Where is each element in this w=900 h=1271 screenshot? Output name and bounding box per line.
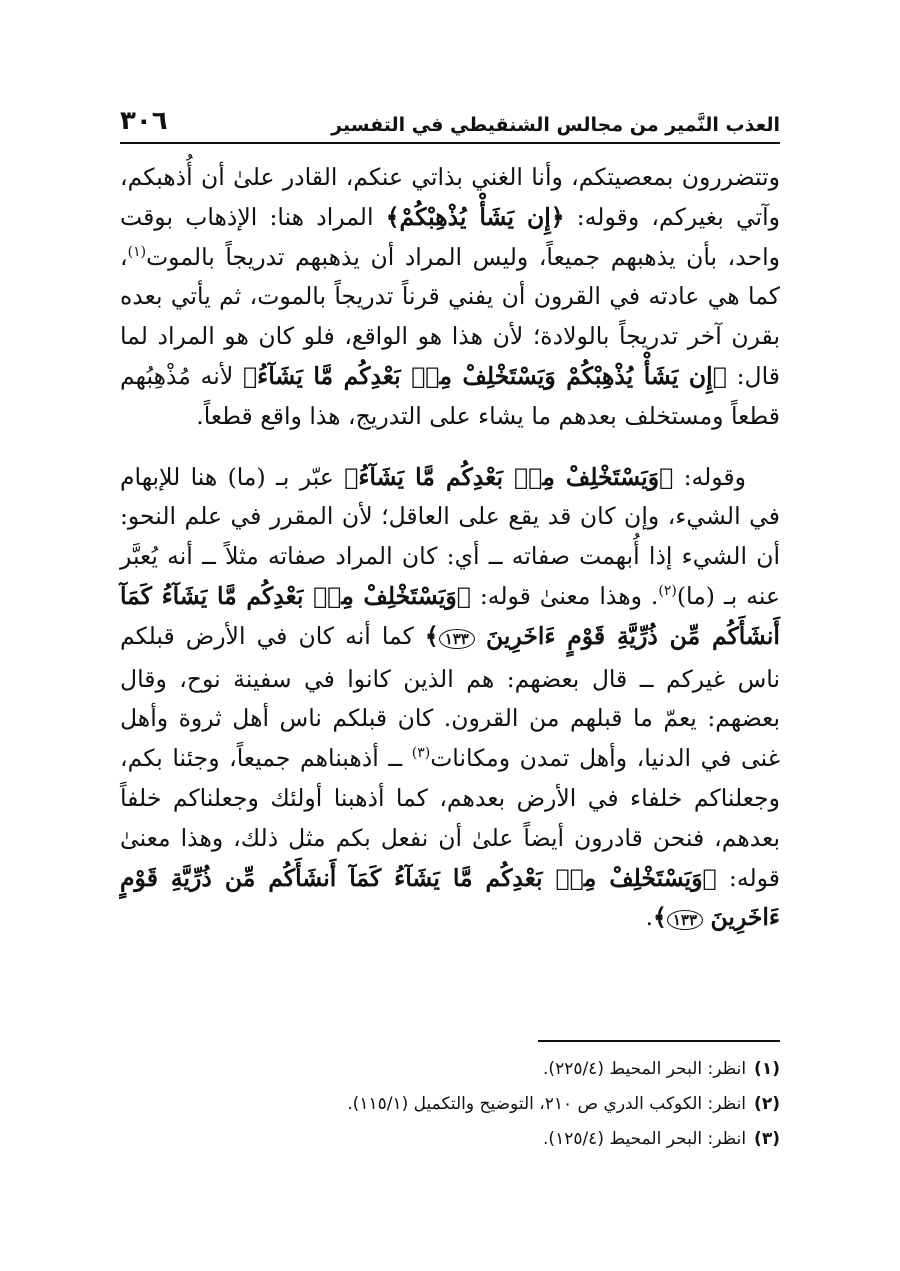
- quran-quote: وَيَسْتَخْلِفْ مِنۢ بَعْدِكُم مَّا يَشَآءُ كَمَآ أَنشَأَكُم مِّن ذُرِّيَّةِ قَوْمٍ ءَاخَرِينَ: [120, 863, 780, 932]
- ayah-number-marker: ١٣٣: [439, 629, 475, 649]
- text-segment: عبّر بـ (ما) هنا للإبهام في الشيء، وإن كان قد يقع على العاقل؛ لأن المقرر في علم النحو: أن الشيء إذا أُبهمت صفاته ــ أي: كان المراد صفاته مثلاً ــ أنه يُعبَّر عنه بـ (ما): [120, 462, 780, 610]
- footnote-item: [120, 1122, 780, 1157]
- footnote-text: انظر: البحر المحيط (٢٢٥/٤).: [543, 1059, 747, 1079]
- running-header: [120, 96, 780, 144]
- paragraph-2: [120, 458, 780, 942]
- paragraph-1: [120, 158, 780, 437]
- quran-bracket-close: ﴾: [243, 361, 258, 390]
- text-segment: المراد هنا: الإذهاب بوقت واحد، بأن يذهبهم جميعاً، وليس المراد أن يذهبهم تدريجاً بالموت: [120, 202, 780, 271]
- footnote-number: (٣): [754, 1129, 780, 1149]
- footnote-ref-2: (٢): [658, 583, 677, 600]
- text-segment: وقوله:: [683, 462, 746, 491]
- quran-bracket-open: ﴿: [550, 202, 565, 231]
- footnote-text: انظر: الكوكب الدري ص ٢١٠، التوضيح والتكميل (١١٥/١).: [347, 1094, 747, 1114]
- quran-bracket-close: ﴾: [344, 462, 359, 491]
- quran-quote: وَيَسْتَخْلِفْ مِنۢ بَعْدِكُم مَّا يَشَآءُ: [358, 462, 660, 491]
- quran-bracket-open: ﴿: [702, 863, 717, 892]
- footnote-ref-1: (١): [127, 243, 147, 260]
- quran-quote: إِن يَشَأْ يُذْهِبْكُمْ: [399, 202, 551, 231]
- footnote-number: (٢): [754, 1094, 780, 1114]
- text-segment: ، كما هي عادته في القرون أن يفني قرناً تدريجاً بالموت، ثم يأتي بعده بقرن آخر تدريجاً بالولادة؛ لأن هذا هو الواقع، فلو كان هو المراد لما قال:: [120, 242, 781, 390]
- quran-bracket-close: ﴾: [385, 202, 400, 231]
- quran-bracket-close: ﴾: [653, 903, 667, 932]
- footnote-ref-3: (٣): [411, 745, 431, 762]
- text-segment: لأنه مُذْهِبُهم قطعاً ومستخلف بعدهم ما يشاء على التدريج، هذا واقع قطعاً.: [120, 361, 780, 430]
- quran-quote: وَيَسْتَخْلِفْ مِنۢ بَعْدِكُم مَّا يَشَآءُ كَمَآ أَنشَأَكُم مِّن ذُرِّيَّةِ قَوْمٍ ءَاخَرِينَ: [120, 581, 780, 650]
- quran-bracket-open: ﴿: [659, 462, 674, 491]
- footnote-item: [120, 1087, 780, 1122]
- footnote-text: انظر: البحر المحيط (١٢٥/٤).: [543, 1129, 747, 1149]
- footnote-separator: [538, 1040, 780, 1042]
- footnote-item: [120, 1052, 780, 1087]
- text-segment: كما أنه كان في الأرض قبلكم ناس غيركم ــ قال بعضهم: هم الذين كانوا في سفينة نوح، وقال بعضهم: يعمّ ما قبلهم من القرون. كان قبلكم ناس أهل ثروة وأهل غنى في الدنيا، وأهل تمدن ومكانات: [120, 621, 780, 773]
- footnote-number: (١): [754, 1059, 780, 1079]
- quran-bracket-open: ﴿: [456, 581, 471, 610]
- footnotes-section: [120, 1052, 780, 1157]
- quran-bracket-open: ﴿: [712, 361, 727, 390]
- quran-quote: إِن يَشَأْ يُذْهِبْكُمْ وَيَسْتَخْلِفْ مِنۢ بَعْدِكُم مَّا يَشَآءُ: [257, 361, 713, 390]
- text-segment: وتتضررون بمعصيتكم، وأنا الغني بذاتي عنكم، القادر علىٰ أن أُذهبكم، وآتي بغيركم، وقوله:: [120, 163, 780, 231]
- text-segment: . وهذا معنىٰ قوله:: [479, 581, 659, 610]
- running-title: العذب النَّمير من مجالس الشنقيطي في التفسير: [331, 114, 780, 136]
- sentence-end: .: [645, 903, 654, 932]
- body-text: [120, 158, 780, 941]
- page-number: ٣٠٦: [120, 106, 168, 136]
- quran-bracket-close: ﴾: [424, 621, 439, 650]
- book-page: [120, 96, 780, 941]
- ayah-number-marker: ١٣٣: [667, 910, 703, 930]
- text-segment: ــ أذهبناهم جميعاً، وجئنا بكم، وجعلناكم خلفاء في الأرض بعدهم، كما أذهبنا أولئك وجعلناكم خلفاً بعدهم، فنحن قادرون أيضاً علىٰ أن نفعل بكم مثل ذلك، وهذا معنىٰ قوله:: [120, 744, 780, 892]
